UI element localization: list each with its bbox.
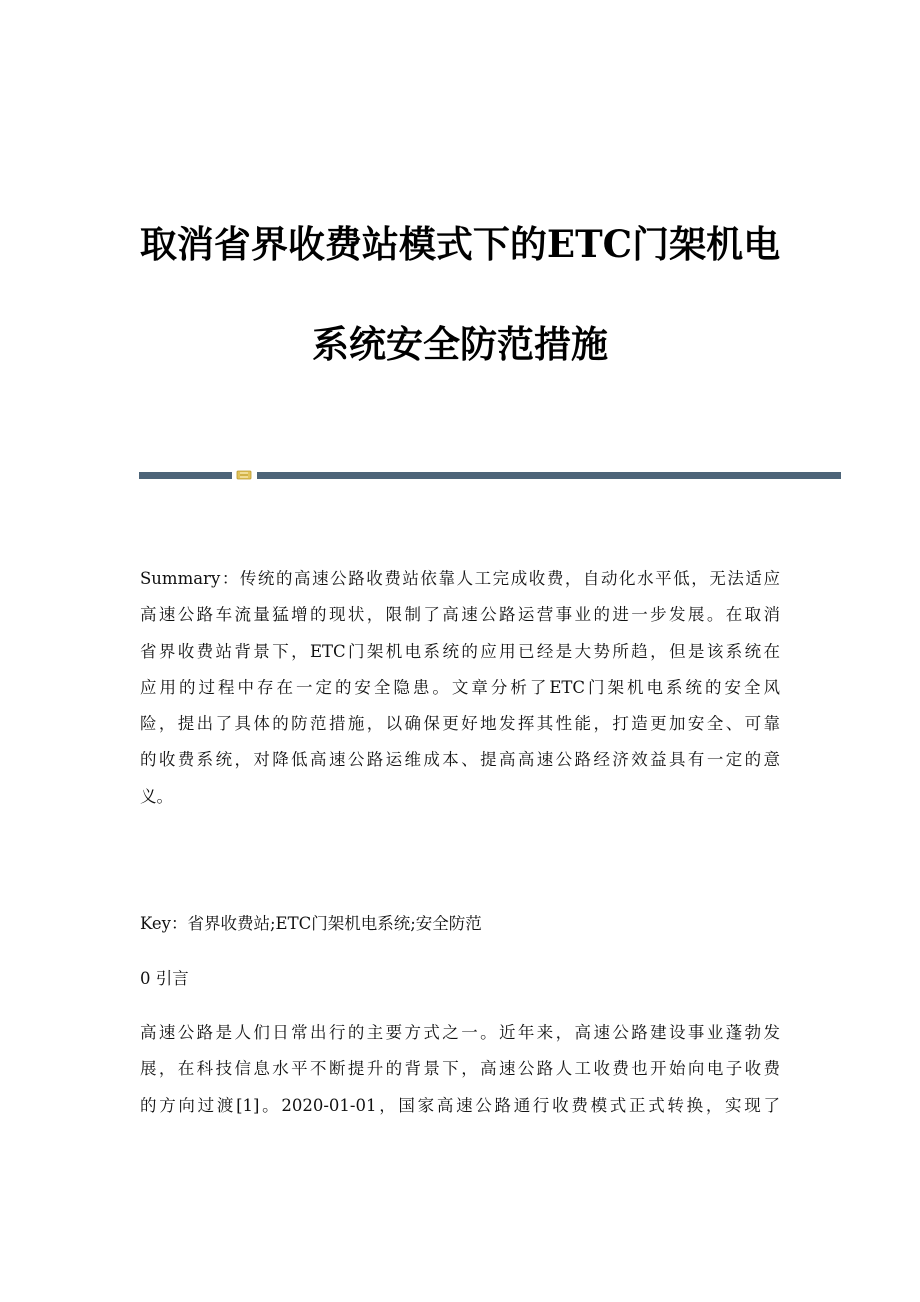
summary-line: 的收费系统，对降低高速公路运维成本、提高高速公路经济效益具有一定的意 xyxy=(140,750,780,770)
summary-paragraph xyxy=(140,561,780,815)
summary-line: Summary：传统的高速公路收费站依靠人工完成收费，自动化水平低，无法适应 xyxy=(140,569,780,588)
intro-line: 展，在科技信息水平不断提升的背景下，高速公路人工收费也开始向电子收费 xyxy=(140,1059,780,1079)
intro-line: 高速公路是人们日常出行的主要方式之一。近年来，高速公路建设事业蓬勃发 xyxy=(140,1023,780,1042)
document-title-line-1: 取消省界收费站模式下的ETC门架机电 xyxy=(139,222,781,266)
summary-line: 高速公路车流量猛增的现状，限制了高速公路运营事业的进一步发展。在取消 xyxy=(140,605,780,625)
divider-bar-left xyxy=(139,472,232,479)
section-heading-text: 0 引言 xyxy=(140,969,189,988)
divider-bar-right xyxy=(257,472,841,479)
document-title-line-2: 系统安全防范措施 xyxy=(312,322,608,366)
summary-line: 义。 xyxy=(140,786,173,806)
section-heading-intro xyxy=(140,961,780,997)
divider-ornament-icon xyxy=(236,469,252,481)
keywords-line xyxy=(140,906,780,942)
summary-line: 省界收费站背景下，ETC门架机电系统的应用已经是大势所趋，但是该系统在 xyxy=(140,641,780,661)
summary-line: 应用的过程中存在一定的安全隐患。文章分析了ETC门架机电系统的安全风 xyxy=(140,677,780,697)
intro-paragraph xyxy=(140,1015,780,1124)
intro-line: 的方向过渡[1]。2020-01-01，国家高速公路通行收费模式正式转换，实现了 xyxy=(140,1095,780,1115)
keywords-text: Key：省界收费站;ETC门架机电系统;安全防范 xyxy=(140,914,482,933)
title-divider xyxy=(139,469,841,481)
summary-line: 险，提出了具体的防范措施，以确保更好地发挥其性能，打造更加安全、可靠 xyxy=(140,714,780,734)
